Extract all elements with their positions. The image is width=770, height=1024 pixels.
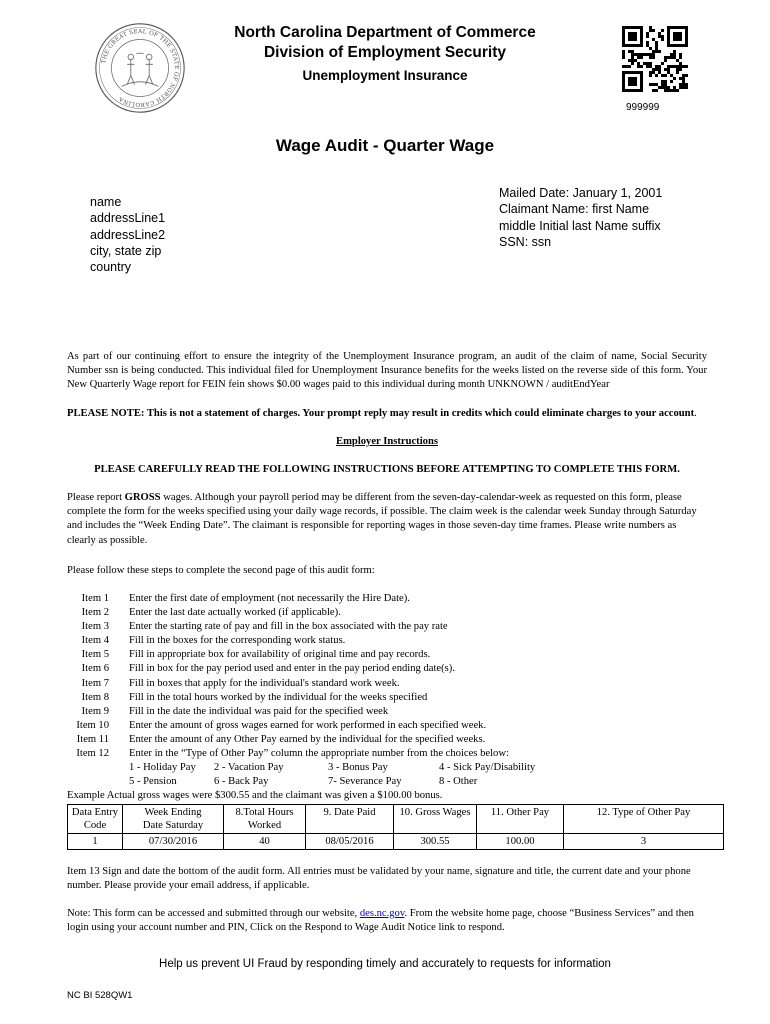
- example-table-header-line: Worked: [247, 820, 282, 831]
- example-table-header-line: 10. Gross Wages: [399, 807, 471, 818]
- fraud-prevention-notice: Help us prevent UI Fraud by responding timely and accurately to requests for information: [159, 958, 611, 970]
- example-table-header-line: Code: [83, 820, 107, 831]
- pay-type-choice: 4 - Sick Pay/Disability: [439, 762, 536, 774]
- instruction-item: [67, 606, 707, 620]
- instruction-item-label: Item 7: [81, 677, 109, 689]
- gross-wages-paragraph: [67, 491, 707, 548]
- example-table-header: [306, 805, 394, 834]
- instruction-item-text: Enter the starting rate of pay and fill in the box associated with the pay rate: [129, 621, 448, 633]
- instruction-item: [67, 648, 707, 662]
- pay-type-choice: 1 - Holiday Pay: [129, 762, 196, 774]
- program-heading: Unemployment Insurance: [302, 68, 468, 83]
- example-table-header-line: Data Entry: [71, 807, 119, 818]
- item-13-paragraph: Item 13 Sign and date the bottom of the audit form. All entries must be validated by your name, signature and title, the current date and your phone number. Please provide your email address, if applicable.: [67, 866, 691, 892]
- instruction-item-label: Item 10: [76, 719, 109, 731]
- pay-type-choice: 8 - Other: [439, 776, 478, 788]
- instruction-item-text: Fill in appropriate box for availability of original time and pay records.: [129, 649, 431, 661]
- instruction-item-text: Enter the last date actually worked (if applicable).: [129, 607, 341, 619]
- example-table-cell: 100.00: [477, 834, 564, 850]
- document-number: 999999: [626, 102, 660, 113]
- example-table-cell: 40: [224, 834, 306, 850]
- website-note-post: . From the website home page, choose “Business Services” and then login using your account number and PIN, Click on the Respond to Wage Audit Notice link to respond.: [67, 908, 694, 934]
- instruction-item: [67, 620, 707, 634]
- example-table-header: [68, 805, 123, 834]
- mailing-address: [90, 194, 165, 275]
- website-note: [67, 907, 707, 935]
- instruction-item: [67, 719, 707, 733]
- pay-type-choices: [129, 761, 707, 789]
- example-table: [67, 804, 724, 850]
- address-name: name: [90, 195, 122, 209]
- pay-type-choice: 2 - Vacation Pay: [214, 762, 284, 774]
- instruction-item-text: Fill in the date the individual was paid for the specified week: [129, 705, 389, 717]
- instruction-item-text: Enter the amount of gross wages earned for work performed in each specified week.: [129, 719, 487, 731]
- gross-post: wages. Although your payroll period may be different from the seven-day-calendar-week as requested on this form, please complete the form for the weeks specified using your daily wage records, if possible. The claim week is the calendar week Sunday through Saturday and includes the “Week Ending Date”. The claimant is responsible for reporting wages in those seven-day time frames. Please write numbers as clearly as possible.: [67, 492, 697, 546]
- instruction-item: [67, 634, 707, 648]
- instruction-item-label: Item 11: [76, 733, 109, 745]
- instruction-item: [67, 662, 707, 676]
- instruction-item: [67, 705, 707, 719]
- qr-code-icon: [622, 26, 688, 92]
- employer-instructions-label: Employer Instructions: [336, 436, 438, 447]
- mailed-date: Mailed Date: January 1, 2001: [499, 186, 663, 200]
- steps-intro: Please follow these steps to complete the second page of this audit form:: [67, 565, 375, 576]
- instruction-item: [67, 691, 707, 705]
- example-table-header: [564, 805, 724, 834]
- instruction-item-text: Fill in boxes that apply for the individual's standard work week.: [129, 677, 400, 689]
- claimant-name-continued: middle Initial last Name suffix: [499, 218, 661, 233]
- example-table-header-line: Date Saturday: [142, 820, 204, 831]
- instruction-item-text: Enter in the “Type of Other Pay” column the appropriate number from the choices below:: [129, 748, 509, 760]
- example-table-cell: 3: [564, 834, 724, 850]
- example-table-cell: 07/30/2016: [123, 834, 224, 850]
- pay-type-choice: 3 - Bonus Pay: [328, 762, 388, 774]
- read-instructions-warning: PLEASE CAREFULLY READ THE FOLLOWING INSTRUCTIONS BEFORE ATTEMPTING TO COMPLETE THIS FORM.: [94, 464, 680, 475]
- instruction-item-label: Item 12: [76, 748, 109, 760]
- instruction-item: [67, 733, 707, 747]
- address-city-state-zip: city, state zip: [90, 243, 162, 258]
- page-title: Wage Audit - Quarter Wage: [275, 136, 495, 155]
- employer-instructions-heading: [67, 435, 707, 449]
- address-country: country: [90, 260, 131, 275]
- instruction-item-text: Fill in box for the pay period used and enter in the pay period ending date(s).: [129, 663, 455, 675]
- pay-type-choice: 6 - Back Pay: [214, 776, 269, 788]
- example-text: Example Actual gross wages were $300.55 and the claimant was given a $100.00 bonus.: [67, 790, 443, 802]
- example-table-cell: 08/05/2016: [306, 834, 394, 850]
- please-note-text: PLEASE NOTE: This is not a statement of charges. Your prompt reply may result in credits which could eliminate charges to your account: [67, 408, 695, 419]
- claim-info: [499, 185, 662, 250]
- instruction-item-label: Item 2: [81, 607, 109, 619]
- instruction-item-label: Item 6: [81, 663, 109, 675]
- svg-text:THE GREAT SEAL OF THE STATE OF: THE GREAT SEAL OF THE STATE OF NORTH CAROLINA: [101, 29, 179, 108]
- instruction-item-label: Item 4: [81, 635, 109, 647]
- department-heading: North Carolina Department of Commerce: [234, 24, 536, 41]
- example-table-header-line: 12. Type of Other Pay: [596, 807, 691, 818]
- instruction-item-label: Item 5: [81, 649, 109, 661]
- example-table-cell: 300.55: [394, 834, 477, 850]
- instruction-item-text: Enter the first date of employment (not necessarily the Hire Date).: [129, 593, 410, 604]
- instruction-item: [67, 592, 707, 606]
- instruction-item: [67, 677, 707, 691]
- example-table-header: [394, 805, 477, 834]
- example-table-header-line: Week Ending: [144, 807, 202, 818]
- instruction-item-label: Item 1: [81, 593, 109, 604]
- example-table-header: [477, 805, 564, 834]
- example-table-cell: 1: [68, 834, 123, 850]
- instruction-item-label: Item 8: [81, 691, 109, 703]
- please-note: [67, 407, 707, 421]
- instruction-item-text: Enter the amount of any Other Pay earned by the individual for the specified weeks.: [129, 733, 486, 745]
- instruction-item-text: Fill in the total hours worked by the individual for the weeks specified: [129, 691, 428, 703]
- example-table-header-line: 9. Date Paid: [323, 807, 376, 818]
- claimant-name: Claimant Name: first Name: [499, 202, 650, 217]
- instruction-item-label: Item 3: [81, 621, 109, 633]
- intro-paragraph: As part of our continuing effort to ensure the integrity of the Unemployment Insurance program, an audit of the claim of name, Social Security Number ssn is being conducted. This individual filed for Unemployment Insurance benefits for the weeks listed on the reverse side of this form. Your New Quarterly Wage report for FEIN fein shows $0.00 wages paid to this individual during month UNKNOWN / auditEndYear: [67, 351, 707, 391]
- website-note-pre: Note: This form can be accessed and submitted through our website,: [67, 908, 360, 919]
- example-table-header: [123, 805, 224, 834]
- state-seal-icon: [94, 22, 186, 114]
- pay-type-choice: 7- Severance Pay: [328, 776, 402, 788]
- example-table-header-line: 8.Total Hours: [235, 807, 294, 818]
- example-table-header-line: 11. Other Pay: [490, 807, 550, 818]
- please-note-tail: .: [694, 408, 697, 419]
- address-line-2: addressLine2: [90, 227, 166, 242]
- instruction-item-text: Fill in the boxes for the corresponding work status.: [129, 635, 346, 647]
- claimant-ssn: SSN: ssn: [499, 234, 552, 249]
- website-link[interactable]: des.nc.gov: [359, 908, 405, 919]
- pay-type-choice: 5 - Pension: [129, 776, 177, 788]
- instructions-list: [67, 592, 707, 803]
- instruction-item-label: Item 9: [81, 705, 109, 717]
- gross-pre: Please report: [67, 492, 125, 503]
- example-table-header: [224, 805, 306, 834]
- address-line-1: addressLine1: [90, 211, 166, 226]
- instruction-item: [67, 747, 707, 761]
- gross-bold: GROSS: [124, 492, 161, 503]
- form-code: NC BI 528QW1: [67, 990, 133, 1001]
- division-heading: Division of Employment Security: [263, 44, 507, 61]
